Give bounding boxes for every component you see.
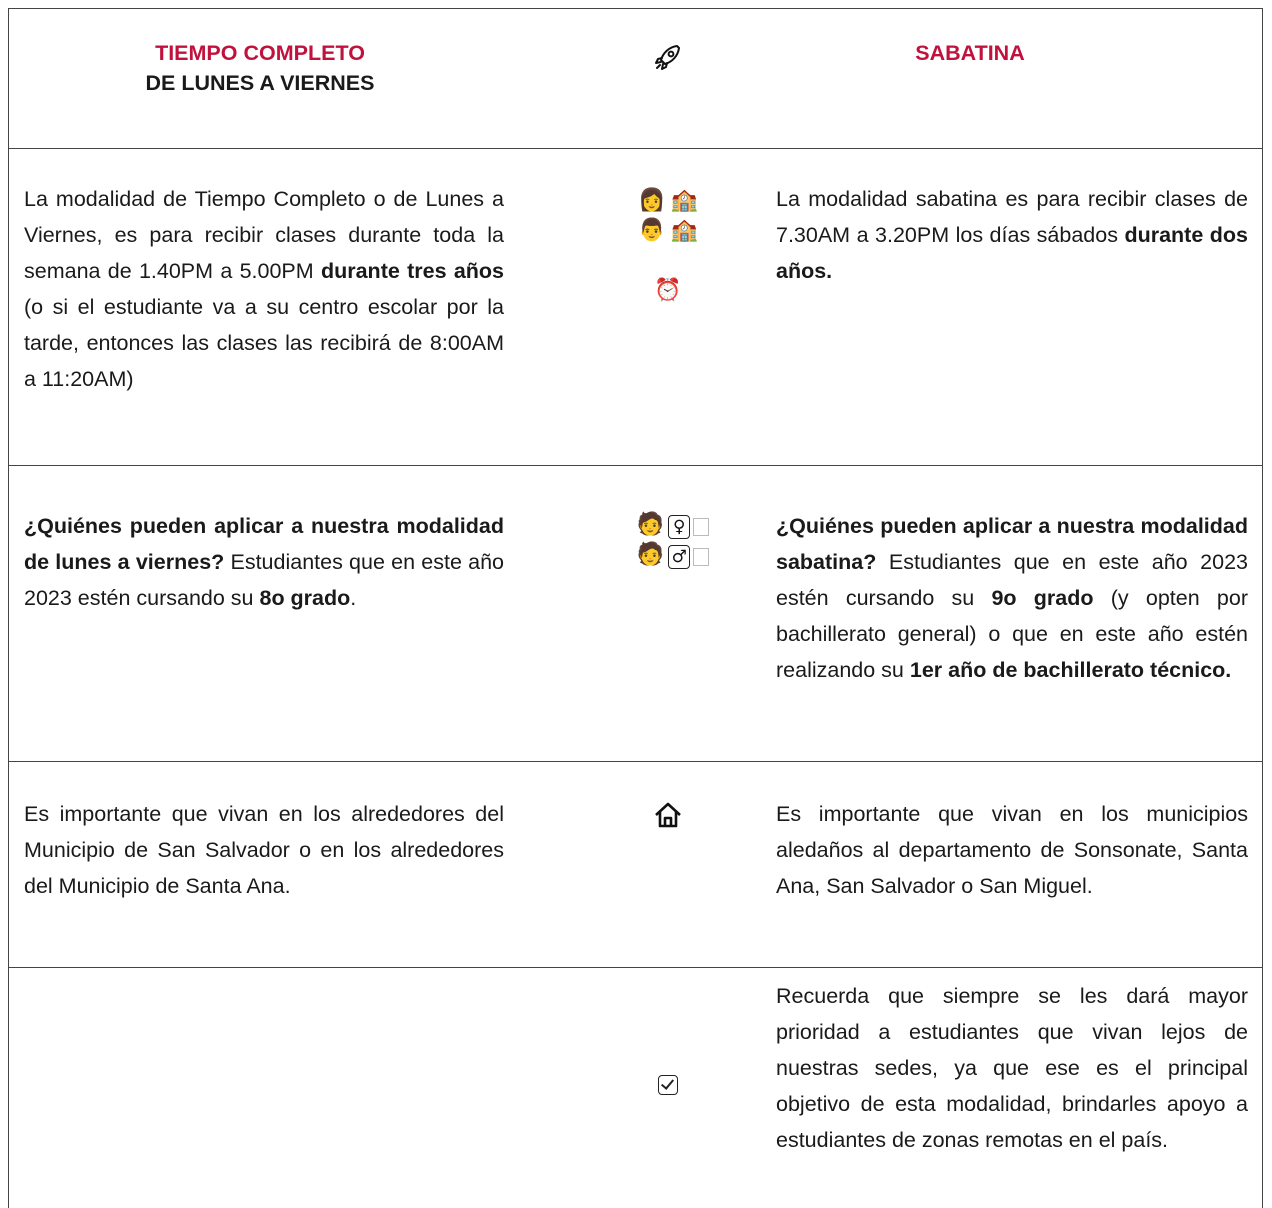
- male-sign-icon: ♂: [668, 545, 690, 569]
- row4-right-text: Recuerda que siempre se les dará mayor prioridad a estudiantes que vivan lejos de nuestras sedes, ya que ese es el principal objetivo de esta modalidad, brindarles apoyo a estudiantes de zonas remotas en el país.: [776, 984, 1248, 1152]
- student-icon: 🧑: [636, 512, 665, 537]
- placeholder-box: [693, 518, 709, 536]
- row1-left-text: La modalidad de Tiempo Completo o de Lunes a Viernes, es para recibir clases durante toda la semana de 1.40PM a 5.00PM durante tres años (o si el estudiante va a su centro escolar por la tarde, entonces las clases las recibirá de 8:00AM a 11:20AM): [24, 187, 504, 391]
- row2-icons: [618, 510, 728, 570]
- header-left-title: TIEMPO COMPLETO: [155, 41, 365, 65]
- row4-icon-cell: [628, 1075, 708, 1099]
- woman-icon: 👩: [638, 188, 666, 213]
- alarm-clock-icon: ⏰: [654, 278, 682, 303]
- row2-right-text: ¿Quiénes pueden aplicar a nuestra modalidad sabatina? Estudiantes que en este año 2023 estén cursando su 9o grado (y opten por bachillerato general) o que en este año estén realizando su 1er año de bachillerato técnico.: [776, 514, 1248, 682]
- female-sign-icon: ♀: [668, 515, 690, 539]
- row-divider: [8, 465, 1263, 466]
- row3-left-text: Es importante que vivan en los alrededores del Municipio de San Salvador o en los alrededores del Municipio de Santa Ana.: [24, 802, 504, 898]
- placeholder-box: [693, 548, 709, 566]
- checkbox-icon: [658, 1075, 678, 1095]
- row1-right-text: La modalidad sabatina es para recibir clases de 7.30AM a 3.20PM los días sábados durante dos años.: [776, 187, 1248, 283]
- header-left-subtitle: DE LUNES A VIERNES: [145, 71, 375, 95]
- header-left: [60, 38, 460, 98]
- table-top-border: [8, 8, 1263, 9]
- row1-icons: [628, 186, 708, 306]
- header-right-title: SABATINA: [915, 41, 1025, 65]
- school-icon: 🏫: [670, 188, 698, 213]
- row3-icon-cell: [628, 800, 708, 834]
- row-divider: [8, 967, 1263, 968]
- row-divider: [8, 148, 1263, 149]
- row3-right-text: Es importante que vivan en los municipios aledaños al departamento de Sonsonate, Santa Ana, San Salvador o San Miguel.: [776, 802, 1248, 898]
- student-icon: 🧑: [636, 542, 665, 567]
- rocket-icon: [653, 42, 683, 72]
- row2-left-text: ¿Quiénes pueden aplicar a nuestra modalidad de lunes a viernes? Estudiantes que en este año 2023 estén cursando su 8o grado.: [24, 514, 504, 610]
- house-icon: [653, 800, 683, 830]
- school-icon: 🏫: [670, 218, 698, 243]
- row-divider: [8, 761, 1263, 762]
- header-center: [628, 42, 708, 76]
- man-icon: 👨: [638, 218, 666, 243]
